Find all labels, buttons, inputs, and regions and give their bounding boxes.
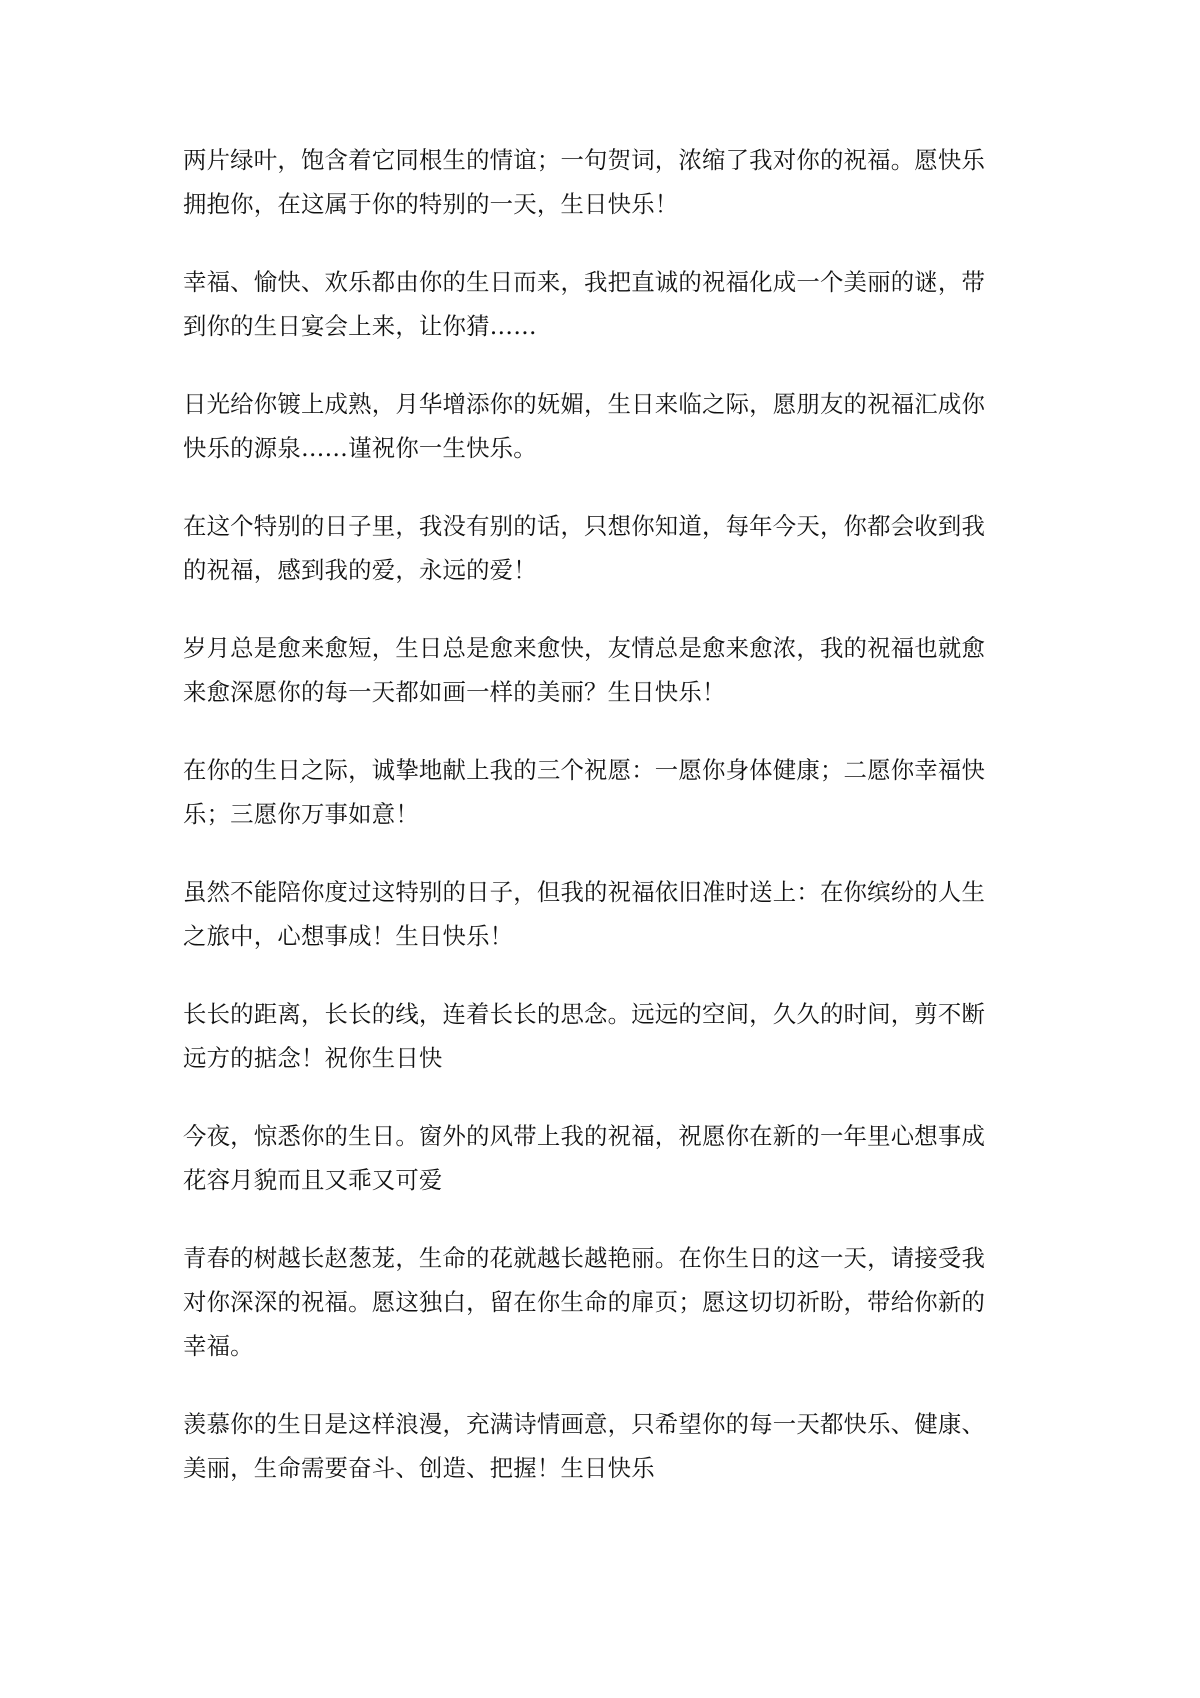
paragraph-line: 幸福、愉快、欢乐都由你的生日而来，我把直诚的祝福化成一个美丽的谜，带 xyxy=(183,268,986,296)
paragraph-7 xyxy=(183,870,1013,958)
paragraph-line: 花容月貌而且又乖又可爱 xyxy=(183,1166,443,1194)
paragraph-line: 日光给你镀上成熟，月华增添你的妩媚，生日来临之际，愿朋友的祝福汇成你 xyxy=(183,390,986,418)
paragraph-line: 岁月总是愈来愈短，生日总是愈来愈快，友情总是愈来愈浓，我的祝福也就愈 xyxy=(183,634,986,662)
paragraph-line: 乐；三愿你万事如意！ xyxy=(183,800,419,828)
paragraph-2 xyxy=(183,260,1013,348)
paragraph-8 xyxy=(183,992,1013,1080)
paragraph-5 xyxy=(183,626,1013,714)
paragraph-line: 拥抱你，在这属于你的特别的一天，生日快乐！ xyxy=(183,190,679,218)
paragraph-line: 青春的树越长赵葱茏，生命的花就越长越艳丽。在你生日的这一天，请接受我 xyxy=(183,1244,986,1272)
paragraph-line: 之旅中，心想事成！生日快乐！ xyxy=(183,922,514,950)
paragraph-9 xyxy=(183,1114,1013,1202)
paragraph-line: 在这个特别的日子里，我没有别的话，只想你知道，每年今天，你都会收到我 xyxy=(183,512,986,540)
paragraph-6 xyxy=(183,748,1013,836)
paragraph-line: 美丽，生命需要奋斗、创造、把握！生日快乐 xyxy=(183,1454,655,1482)
paragraph-line: 幸福。 xyxy=(183,1332,254,1360)
paragraph-line: 虽然不能陪你度过这特别的日子，但我的祝福依旧准时送上：在你缤纷的人生 xyxy=(183,878,986,906)
paragraph-line: 今夜，惊悉你的生日。窗外的风带上我的祝福，祝愿你在新的一年里心想事成 xyxy=(183,1122,986,1150)
paragraph-4 xyxy=(183,504,1013,592)
paragraph-1 xyxy=(183,138,1013,226)
document-body xyxy=(183,138,1013,1524)
paragraph-3 xyxy=(183,382,1013,470)
paragraph-line: 来愈深愿你的每一天都如画一样的美丽？生日快乐！ xyxy=(183,678,726,706)
paragraph-line: 快乐的源泉……谨祝你一生快乐。 xyxy=(183,434,537,462)
paragraph-11 xyxy=(183,1402,1013,1490)
paragraph-line: 两片绿叶，饱含着它同根生的情谊；一句贺词，浓缩了我对你的祝福。愿快乐 xyxy=(183,146,986,174)
paragraph-line: 远方的掂念！祝你生日快 xyxy=(183,1044,443,1072)
paragraph-10 xyxy=(183,1236,1013,1368)
paragraph-line: 的祝福，感到我的爱，永远的爱！ xyxy=(183,556,537,584)
paragraph-line: 在你的生日之际，诚挚地献上我的三个祝愿：一愿你身体健康；二愿你幸福快 xyxy=(183,756,986,784)
paragraph-line: 长长的距离，长长的线，连着长长的思念。远远的空间，久久的时间，剪不断 xyxy=(183,1000,986,1028)
paragraph-line: 到你的生日宴会上来，让你猜…… xyxy=(183,312,537,340)
paragraph-line: 对你深深的祝福。愿这独白，留在你生命的扉页；愿这切切祈盼，带给你新的 xyxy=(183,1288,986,1316)
paragraph-line: 羡慕你的生日是这样浪漫，充满诗情画意，只希望你的每一天都快乐、健康、 xyxy=(183,1410,986,1438)
